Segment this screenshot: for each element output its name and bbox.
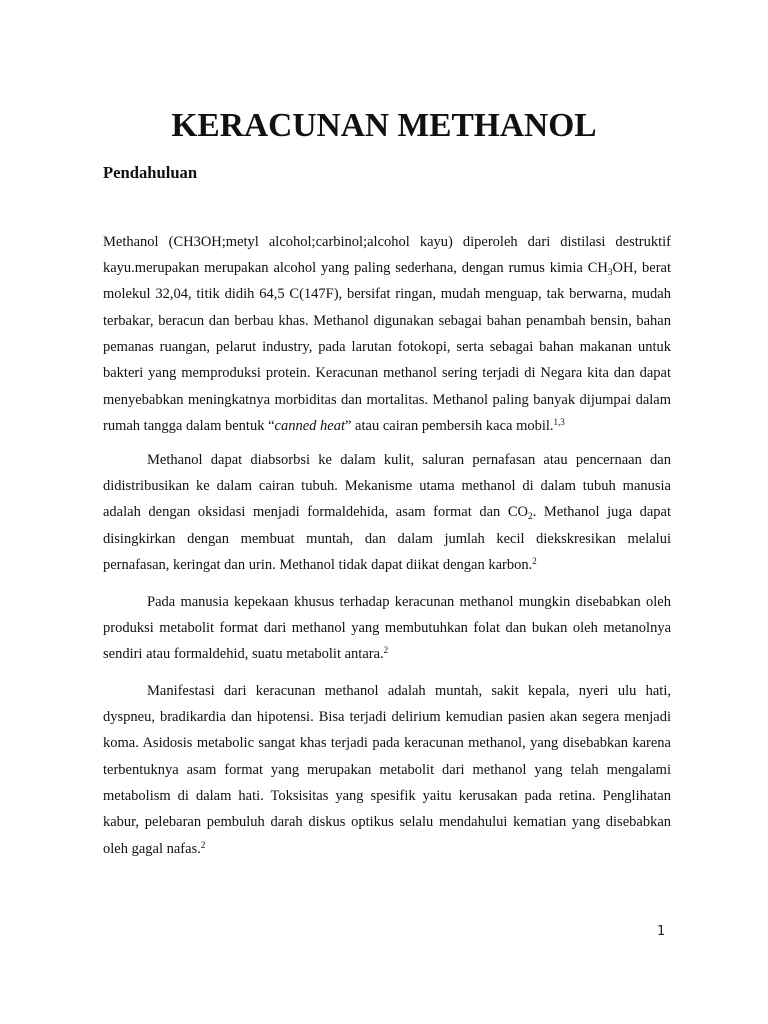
text-line: terbakar, beracun dan berbau khas. Methanol digunakan sebagai bahan penambah bensin, bahan xyxy=(103,312,671,329)
text-line: Methanol (CH3OH;metyl alcohol;carbinol;alcohol kayu) diperoleh dari distilasi destruktif xyxy=(103,233,671,250)
line-text: pernafasan, keringat dan urin. Methanol tidak dapat diikat dengan karbon. xyxy=(103,557,533,574)
paragraph xyxy=(103,678,671,863)
text-line xyxy=(103,836,671,862)
citation-superscript: 2 xyxy=(532,556,537,567)
line-text: kayu.merupakan merupakan alcohol yang paling sederhana, dengan rumus kimia CH xyxy=(103,259,608,276)
text-line xyxy=(103,552,671,578)
page-number: 1 xyxy=(657,924,666,939)
line-text: OH, berat xyxy=(612,259,672,276)
paragraph xyxy=(103,589,671,668)
text-line: dyspneu, bradikardia dan hipotensi. Bisa terjadi delirium kemudian pasien akan segera menjadi xyxy=(103,708,671,725)
text-line xyxy=(103,641,671,667)
section-heading: Pendahuluan xyxy=(103,163,198,182)
text-line: didistribusikan ke dalam cairan tubuh. Mekanisme utama methanol di dalam tubuh manusia xyxy=(103,477,671,494)
text-line: Pada manusia kepekaan khusus terhadap keracunan methanol mungkin disebabkan oleh xyxy=(147,593,671,610)
line-text: rumah tangga dalam bentuk “ xyxy=(103,418,275,435)
text-line: pemanas ruangan, pelarut industry, pada larutan fotokopi, serta sebagai bahan makanan untuk xyxy=(103,339,671,356)
line-text: sendiri atau formaldehid, suatu metabolit antara. xyxy=(103,646,384,663)
text-line xyxy=(103,413,671,439)
text-line xyxy=(103,255,671,281)
text-line: molekul 32,04, titik didih 64,5 C(147F), bersifat ringan, mudah menguap, tak berwarna, mudah xyxy=(103,286,671,303)
document-title: KERACUNAN METHANOL xyxy=(171,107,597,144)
text-line: disingkirkan dengan membuat muntah, dan dalam jumlah kecil diekskresikan melalui xyxy=(103,530,671,547)
line-text: adalah dengan oksidasi menjadi formaldehida, asam format dan CO xyxy=(103,504,529,521)
subscript: 2 xyxy=(528,511,533,522)
citation-superscript: 2 xyxy=(383,645,389,656)
line-text: oleh gagal nafas. xyxy=(103,840,201,857)
citation-superscript: 1,3 xyxy=(553,417,565,428)
text-line: Manifestasi dari keracunan methanol adalah muntah, sakit kepala, nyeri ulu hati, xyxy=(147,682,671,699)
paragraph xyxy=(103,447,671,579)
citation-superscript: 2 xyxy=(200,839,206,850)
text-line: Methanol dapat diabsorbsi ke dalam kulit, saluran pernafasan atau pencernaan dan xyxy=(147,451,671,468)
text-line: koma. Asidosis metabolic sangat khas terjadi pada keracunan methanol, yang disebabkan karena xyxy=(103,735,671,752)
line-text: ” atau cairan pembersih kaca mobil. xyxy=(345,418,554,435)
text-line: kabur, pelebaran pembuluh darah diskus optikus selalu mendahului kematian yang disebabkan xyxy=(103,814,671,831)
subscript: 3 xyxy=(607,267,613,278)
text-line: produksi metabolit format dari methanol yang membutuhkan folat dan bukan oleh metanolnya xyxy=(103,619,671,636)
italic-text: canned heat xyxy=(274,418,345,435)
text-line: metabolism di dalam hati. Toksisitas yang spesifik yaitu kerusakan pada retina. Penglihatan xyxy=(103,788,671,805)
paragraph xyxy=(103,229,671,440)
text-line: terbentuknya asam format yang merupakan metabolit dari methanol yang telah mengalami xyxy=(103,761,671,778)
text-line: menyebabkan meningkatnya morbiditas dan mortalitas. Methanol paling banyak dijumpai dalam xyxy=(103,391,671,408)
line-text: . Methanol juga dapat xyxy=(532,504,672,521)
text-line xyxy=(103,499,671,525)
text-line: bakteri yang memproduksi protein. Keracunan methanol sering terjadi di Negara kita dan dapat xyxy=(103,365,671,382)
